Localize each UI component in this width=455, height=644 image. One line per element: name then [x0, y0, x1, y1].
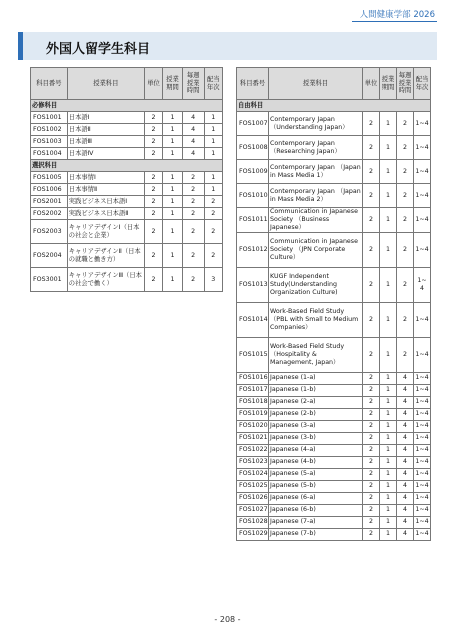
credits-cell: 2 [144, 172, 162, 184]
year-cell: 1 [204, 124, 222, 136]
table-row [237, 384, 431, 396]
section-title: 自由科目 [237, 100, 431, 112]
weekly-hours-cell: 2 [397, 136, 414, 160]
year-cell: 1~4 [414, 112, 431, 136]
table-row [31, 184, 223, 196]
weekly-hours-cell: 2 [182, 184, 204, 196]
weekly-hours-cell: 4 [397, 468, 414, 480]
year-cell: 1 [204, 148, 222, 160]
year-cell: 1~4 [414, 337, 431, 372]
weekly-hours-cell: 4 [397, 384, 414, 396]
table-row [237, 528, 431, 540]
course-name-cell: Contemporary Japan （Japan in Mass Media 1） [269, 160, 363, 184]
term-cell: 1 [163, 112, 183, 124]
course-name-cell: Contemporary Japan （Understanding Japan） [269, 112, 363, 136]
course-name-cell: Japanese (2-a) [269, 396, 363, 408]
credits-cell: 2 [363, 384, 380, 396]
table-row [237, 184, 431, 208]
year-cell: 2 [204, 244, 222, 268]
course-name-cell: Japanese (5-a) [269, 468, 363, 480]
term-cell: 1 [380, 184, 397, 208]
course-name-cell: キャリアデザインⅢ（日本の社会で働く） [67, 268, 144, 292]
term-cell: 1 [380, 302, 397, 337]
weekly-hours-cell: 4 [397, 420, 414, 432]
course-code-cell: FOS1001 [31, 112, 68, 124]
course-name-cell: Work-Based Field Study （PBL with Small to Medium Companies） [269, 302, 363, 337]
year-cell: 1~4 [414, 396, 431, 408]
table-row [237, 492, 431, 504]
term-cell: 1 [380, 136, 397, 160]
course-code-cell: FOS1012 [237, 232, 269, 267]
weekly-hours-cell: 4 [397, 444, 414, 456]
credits-cell: 2 [363, 372, 380, 384]
table-row [237, 396, 431, 408]
page-number: - 208 - [214, 615, 241, 624]
term-cell: 1 [163, 196, 183, 208]
term-cell: 1 [380, 492, 397, 504]
course-code-cell: FOS1025 [237, 480, 269, 492]
credits-cell: 2 [144, 184, 162, 196]
year-cell: 1~4 [414, 384, 431, 396]
table-row [31, 208, 223, 220]
course-code-cell: FOS1018 [237, 396, 269, 408]
table-row [237, 456, 431, 468]
credits-cell: 2 [363, 492, 380, 504]
table-row [237, 432, 431, 444]
course-code-cell: FOS1010 [237, 184, 269, 208]
year-cell: 1~4 [414, 208, 431, 233]
course-code-cell: FOS1013 [237, 267, 269, 302]
term-cell: 1 [380, 160, 397, 184]
weekly-hours-cell: 2 [182, 172, 204, 184]
year-cell: 1~4 [414, 528, 431, 540]
course-code-cell: FOS3001 [31, 268, 68, 292]
weekly-hours-cell: 4 [182, 124, 204, 136]
section-header-row [31, 160, 223, 172]
col-header-code: 科目番号 [31, 68, 68, 100]
year-cell: 1~4 [414, 456, 431, 468]
course-code-cell: FOS2004 [31, 244, 68, 268]
course-code-cell: FOS1016 [237, 372, 269, 384]
year-cell: 1~ 4 [414, 267, 431, 302]
course-name-cell: Japanese (7-a) [269, 516, 363, 528]
term-cell: 1 [380, 112, 397, 136]
course-name-cell: 日本語Ⅲ [67, 136, 144, 148]
weekly-hours-cell: 4 [397, 408, 414, 420]
course-name-cell: Japanese (6-b) [269, 504, 363, 516]
credits-cell: 2 [363, 267, 380, 302]
course-name-cell: Japanese (3-a) [269, 420, 363, 432]
course-code-cell: FOS1021 [237, 432, 269, 444]
col-header-weeks: 授業期間 [163, 68, 183, 100]
course-code-cell: FOS1003 [31, 136, 68, 148]
weekly-hours-cell: 4 [397, 456, 414, 468]
term-cell: 1 [163, 268, 183, 292]
credits-cell: 2 [144, 124, 162, 136]
year-cell: 1~4 [414, 184, 431, 208]
course-name-cell: キャリアデザインⅠ（日本の社会と企業） [67, 220, 144, 244]
col-header-name: 授業科目 [269, 68, 363, 100]
course-name-cell: Japanese (7-b) [269, 528, 363, 540]
table-row [237, 337, 431, 372]
weekly-hours-cell: 2 [397, 267, 414, 302]
course-name-cell: Japanese (1-a) [269, 372, 363, 384]
weekly-hours-cell: 2 [397, 160, 414, 184]
title-accent-bar [18, 32, 23, 60]
table-row [237, 160, 431, 184]
table-row [237, 468, 431, 480]
weekly-hours-cell: 4 [397, 432, 414, 444]
credits-cell: 2 [363, 528, 380, 540]
term-cell: 1 [380, 528, 397, 540]
year-cell: 1 [204, 112, 222, 124]
year-cell: 1 [204, 172, 222, 184]
table-row [237, 136, 431, 160]
course-code-cell: FOS1027 [237, 504, 269, 516]
weekly-hours-cell: 4 [397, 516, 414, 528]
weekly-hours-cell: 2 [182, 196, 204, 208]
course-code-cell: FOS2002 [31, 208, 68, 220]
table-row [31, 148, 223, 160]
page-title: 外国人留学生科目 [46, 42, 151, 57]
table-row [31, 112, 223, 124]
section-header-row [237, 100, 431, 112]
col-header-credits: 単位 [144, 68, 162, 100]
course-code-cell: FOS1029 [237, 528, 269, 540]
year-cell: 1~4 [414, 468, 431, 480]
weekly-hours-cell: 4 [397, 480, 414, 492]
credits-cell: 2 [144, 268, 162, 292]
year-cell: 1~4 [414, 444, 431, 456]
year-cell: 2 [204, 208, 222, 220]
term-cell: 1 [163, 136, 183, 148]
faculty-year-label: 人間健康学部 2026 [359, 10, 435, 20]
col-header-hours: 毎週授業時間 [397, 68, 414, 100]
section-title: 必修科目 [31, 100, 223, 112]
year-cell: 1~4 [414, 136, 431, 160]
term-cell: 1 [380, 337, 397, 372]
credits-cell: 2 [144, 220, 162, 244]
term-cell: 1 [163, 208, 183, 220]
credits-cell: 2 [144, 208, 162, 220]
credits-cell: 2 [363, 396, 380, 408]
table-row [31, 244, 223, 268]
course-code-cell: FOS1002 [31, 124, 68, 136]
course-code-cell: FOS1022 [237, 444, 269, 456]
term-cell: 1 [380, 432, 397, 444]
table-row [31, 220, 223, 244]
course-code-cell: FOS1007 [237, 112, 269, 136]
course-code-cell: FOS1028 [237, 516, 269, 528]
weekly-hours-cell: 4 [182, 112, 204, 124]
course-code-cell: FOS1006 [31, 184, 68, 196]
col-header-weeks: 授業期間 [380, 68, 397, 100]
year-cell: 1 [204, 136, 222, 148]
year-cell: 1~4 [414, 516, 431, 528]
table-row [31, 124, 223, 136]
credits-cell: 2 [363, 432, 380, 444]
table-row [237, 516, 431, 528]
table-row [31, 136, 223, 148]
credits-cell: 2 [144, 136, 162, 148]
term-cell: 1 [380, 372, 397, 384]
table-row [237, 208, 431, 233]
course-name-cell: 日本語Ⅰ [67, 112, 144, 124]
term-cell: 1 [380, 396, 397, 408]
weekly-hours-cell: 4 [397, 504, 414, 516]
weekly-hours-cell: 4 [397, 396, 414, 408]
term-cell: 1 [380, 267, 397, 302]
year-cell: 1 [204, 184, 222, 196]
weekly-hours-cell: 2 [397, 112, 414, 136]
credits-cell: 2 [144, 148, 162, 160]
table-header-row [31, 68, 223, 100]
year-cell: 1~4 [414, 420, 431, 432]
year-cell: 1~4 [414, 302, 431, 337]
credits-cell: 2 [363, 456, 380, 468]
weekly-hours-cell: 2 [182, 244, 204, 268]
course-name-cell: キャリアデザインⅡ（日本の就職と働き方） [67, 244, 144, 268]
year-cell: 1~4 [414, 232, 431, 267]
credits-cell: 2 [363, 468, 380, 480]
term-cell: 1 [380, 408, 397, 420]
right-course-table [236, 67, 431, 541]
course-name-cell: KUGF Independent Study(Understanding Organization Culture) [269, 267, 363, 302]
credits-cell: 2 [363, 337, 380, 372]
weekly-hours-cell: 2 [182, 268, 204, 292]
credits-cell: 2 [144, 244, 162, 268]
col-header-hours: 毎週授業時間 [182, 68, 204, 100]
weekly-hours-cell: 2 [397, 302, 414, 337]
term-cell: 1 [380, 504, 397, 516]
term-cell: 1 [163, 172, 183, 184]
course-code-cell: FOS2001 [31, 196, 68, 208]
year-cell: 1~4 [414, 480, 431, 492]
course-code-cell: FOS1005 [31, 172, 68, 184]
weekly-hours-cell: 4 [182, 136, 204, 148]
credits-cell: 2 [363, 516, 380, 528]
year-cell: 1~4 [414, 504, 431, 516]
course-code-cell: FOS1024 [237, 468, 269, 480]
course-name-cell: Japanese (4-b) [269, 456, 363, 468]
term-cell: 1 [163, 220, 183, 244]
col-header-code: 科目番号 [237, 68, 269, 100]
credits-cell: 2 [363, 504, 380, 516]
term-cell: 1 [380, 480, 397, 492]
credits-cell: 2 [363, 184, 380, 208]
term-cell: 1 [380, 516, 397, 528]
course-name-cell: Communication in Japanese Society （JPN Corporate Culture） [269, 232, 363, 267]
course-name-cell: 日本語Ⅳ [67, 148, 144, 160]
course-name-cell: Contemporary Japan （Japan in Mass Media 2） [269, 184, 363, 208]
section-title-band [18, 32, 437, 60]
course-name-cell: 実践ビジネス日本語Ⅱ [67, 208, 144, 220]
credits-cell: 2 [363, 420, 380, 432]
course-code-cell: FOS1011 [237, 208, 269, 233]
year-cell: 1~4 [414, 160, 431, 184]
year-cell: 1~4 [414, 408, 431, 420]
header-rule [352, 21, 437, 22]
course-name-cell: 日本事情Ⅰ [67, 172, 144, 184]
weekly-hours-cell: 2 [397, 337, 414, 372]
weekly-hours-cell: 4 [397, 492, 414, 504]
credits-cell: 2 [144, 112, 162, 124]
term-cell: 1 [380, 444, 397, 456]
table-row [237, 504, 431, 516]
left-course-table [30, 67, 223, 292]
table-row [237, 302, 431, 337]
table-header-row [237, 68, 431, 100]
credits-cell: 2 [363, 232, 380, 267]
course-name-cell: Japanese (3-b) [269, 432, 363, 444]
course-name-cell: Japanese (5-b) [269, 480, 363, 492]
year-cell: 1~4 [414, 432, 431, 444]
credits-cell: 2 [363, 112, 380, 136]
table-row [31, 172, 223, 184]
credits-cell: 2 [363, 302, 380, 337]
weekly-hours-cell: 2 [182, 208, 204, 220]
col-header-name: 授業科目 [67, 68, 144, 100]
course-name-cell: 日本語Ⅱ [67, 124, 144, 136]
course-name-cell: Japanese (4-a) [269, 444, 363, 456]
table-row [237, 372, 431, 384]
course-code-cell: FOS2003 [31, 220, 68, 244]
course-code-cell: FOS1019 [237, 408, 269, 420]
credits-cell: 2 [363, 160, 380, 184]
section-header-row [31, 100, 223, 112]
term-cell: 1 [380, 232, 397, 267]
section-title: 選択科目 [31, 160, 223, 172]
col-header-year: 配当年次 [414, 68, 431, 100]
table-row [237, 408, 431, 420]
term-cell: 1 [380, 208, 397, 233]
term-cell: 1 [163, 184, 183, 196]
table-row [237, 267, 431, 302]
col-header-credits: 単位 [363, 68, 380, 100]
term-cell: 1 [380, 384, 397, 396]
course-code-cell: FOS1009 [237, 160, 269, 184]
table-row [237, 444, 431, 456]
term-cell: 1 [380, 468, 397, 480]
credits-cell: 2 [363, 136, 380, 160]
course-name-cell: Japanese (6-a) [269, 492, 363, 504]
course-code-cell: FOS1020 [237, 420, 269, 432]
table-row [237, 480, 431, 492]
course-code-cell: FOS1026 [237, 492, 269, 504]
col-header-year: 配当年次 [204, 68, 222, 100]
term-cell: 1 [163, 148, 183, 160]
table-row [237, 232, 431, 267]
table-row [31, 268, 223, 292]
course-code-cell: FOS1008 [237, 136, 269, 160]
credits-cell: 2 [363, 408, 380, 420]
course-code-cell: FOS1015 [237, 337, 269, 372]
table-row [31, 196, 223, 208]
credits-cell: 2 [363, 480, 380, 492]
term-cell: 1 [380, 420, 397, 432]
year-cell: 1~4 [414, 372, 431, 384]
course-name-cell: 日本事情Ⅱ [67, 184, 144, 196]
term-cell: 1 [380, 456, 397, 468]
year-cell: 2 [204, 196, 222, 208]
year-cell: 3 [204, 268, 222, 292]
term-cell: 1 [163, 124, 183, 136]
course-name-cell: 実践ビジネス日本語Ⅰ [67, 196, 144, 208]
course-code-cell: FOS1023 [237, 456, 269, 468]
credits-cell: 2 [144, 196, 162, 208]
weekly-hours-cell: 2 [397, 208, 414, 233]
course-code-cell: FOS1017 [237, 384, 269, 396]
course-code-cell: FOS1004 [31, 148, 68, 160]
table-row [237, 420, 431, 432]
weekly-hours-cell: 4 [397, 372, 414, 384]
weekly-hours-cell: 4 [397, 528, 414, 540]
year-cell: 2 [204, 220, 222, 244]
credits-cell: 2 [363, 208, 380, 233]
course-name-cell: Japanese (1-b) [269, 384, 363, 396]
term-cell: 1 [163, 244, 183, 268]
course-name-cell: Work-Based Field Study （Hospitality & Management, Japan） [269, 337, 363, 372]
year-cell: 1~4 [414, 492, 431, 504]
course-name-cell: Japanese (2-b) [269, 408, 363, 420]
course-name-cell: Contemporary Japan （Researching Japan） [269, 136, 363, 160]
weekly-hours-cell: 4 [182, 148, 204, 160]
course-code-cell: FOS1014 [237, 302, 269, 337]
table-row [237, 112, 431, 136]
credits-cell: 2 [363, 444, 380, 456]
weekly-hours-cell: 2 [397, 184, 414, 208]
course-name-cell: Communication in Japanese Society （Business Japanese） [269, 208, 363, 233]
weekly-hours-cell: 2 [397, 232, 414, 267]
weekly-hours-cell: 2 [182, 220, 204, 244]
